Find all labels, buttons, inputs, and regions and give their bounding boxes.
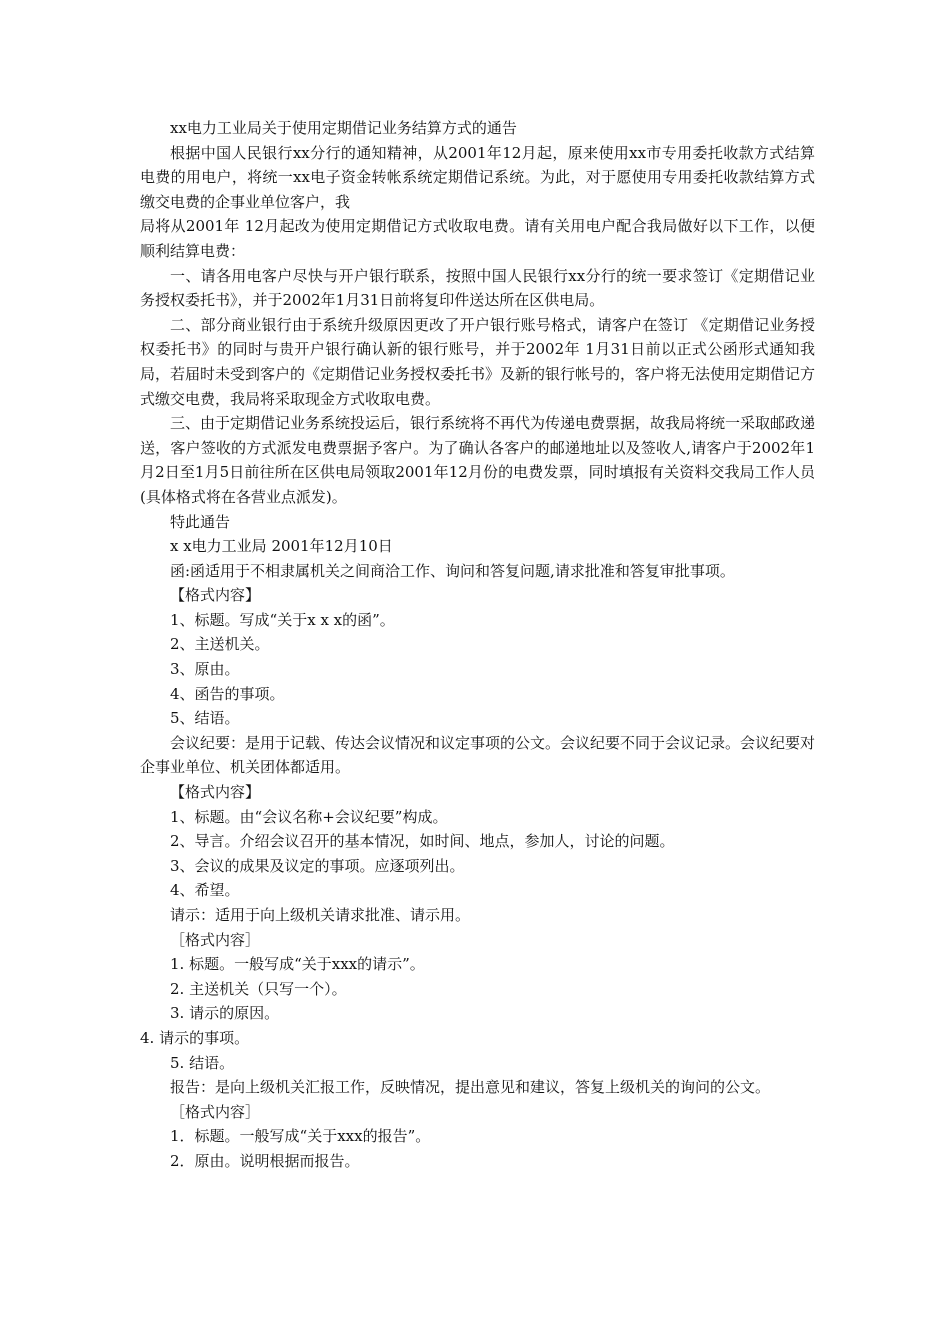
list-item: 2、主送机关。 [170, 635, 270, 654]
list-item: 1、标题。由“会议名称+会议纪要”构成。 [170, 807, 448, 826]
body-paragraph: 根据中国人民银行xx分行的通知精神，从2001年12月起，原来使用xx市专用委托收款方式结算电费的用电户，将统一xx电子资金转帐系统定期借记系统。为此，对于愿使用专用委托收款结算方式缴交电费的企事业单位客户，我 [140, 143, 815, 211]
body-paragraph: 二、部分商业银行由于系统升级原因更改了开户银行账号格式，请客户在签订 《定期借记业务授权委托书》的同时与贵开户银行确认新的银行账号，并于2002年 1月31日前以正式公函形式通知我局，若届时未受到客户的《定期借记业务授权委托书》及新的银行帐号的，客户将无法使用定期借记方式缴交电费，我局将采取现金方式收取电费。 [140, 315, 816, 408]
section-definition: 函:函适用于不相隶属机关之间商洽工作、询问和答复问题,请求批准和答复审批事项。 [170, 561, 735, 580]
list-item: 3、会议的成果及议定的事项。应逐项列出。 [170, 856, 465, 875]
section-heading: 【格式内容】 [170, 586, 261, 605]
document-page [140, 116, 815, 1174]
list-item: 2、导言。介绍会议召开的基本情况，如时间、地点，参加人，讨论的问题。 [170, 832, 675, 851]
section-definition: 请示：适用于向上级机关请求批准、请示用。 [170, 906, 471, 924]
list-item: 4. 请示的事项。 [140, 1028, 250, 1047]
notice-closing: 特此通告 [170, 512, 231, 531]
list-item: 4、希望。 [170, 881, 240, 900]
list-item: 2. 主送机关（只写一个）。 [170, 979, 347, 998]
section-heading: ［格式内容］ [170, 1102, 261, 1121]
list-item: 3. 请示的原因。 [170, 1004, 280, 1023]
notice-signature: x x电力工业局 2001年12月10日 [170, 537, 393, 556]
notice-title: xx电力工业局关于使用定期借记业务结算方式的通告 [170, 119, 517, 137]
list-item: 3、原由。 [170, 660, 240, 679]
body-paragraph: 一、请各用电客户尽快与开户银行联系，按照中国人民银行xx分行的统一要求签订《定期借记业务授权委托书》，并于2002年1月31日前将复印件送达所在区供电局。 [140, 266, 815, 310]
list-item: 1、标题。写成“关于x x x的函”。 [170, 610, 395, 629]
section-definition: 会议纪要：是用于记载、传达会议情况和议定事项的公文。会议纪要不同于会议记录。会议纪要对企事业单位、机关团体都适用。 [140, 733, 816, 777]
list-item: 1. 标题。一般写成“关于xxx的请示”。 [170, 955, 425, 974]
section-definition: 报告：是向上级机关汇报工作，反映情况，提出意见和建议，答复上级机关的询问的公文。 [170, 1078, 771, 1097]
list-item: 1．标题。一般写成“关于xxx的报告”。 [170, 1127, 431, 1146]
list-item: 5、结语。 [170, 709, 240, 728]
section-heading: 【格式内容】 [170, 783, 261, 802]
body-paragraph: 三、由于定期借记业务系统投运后，银行系统将不再代为传递电费票据，故我局将统一采取邮政递送，客户签收的方式派发电费票据予客户。为了确认各客户的邮递地址以及签收人,请客户于2002年1月2日至1月5日前往所在区供电局领取2001年12月份的电费发票，同时填报有关资料交我局工作人员 (具体格式将在各营业点派发)。 [140, 414, 816, 506]
list-item: 2．原由。说明根据而报告。 [170, 1151, 360, 1170]
list-item: 4、函告的事项。 [170, 684, 285, 703]
list-item: 5. 结语。 [170, 1053, 235, 1072]
body-paragraph: 局将从2001年 12月起改为使用定期借记方式收取电费。请有关用电户配合我局做好以下工作，以便顺利结算电费： [140, 217, 815, 260]
section-heading: ［格式内容］ [170, 930, 261, 949]
